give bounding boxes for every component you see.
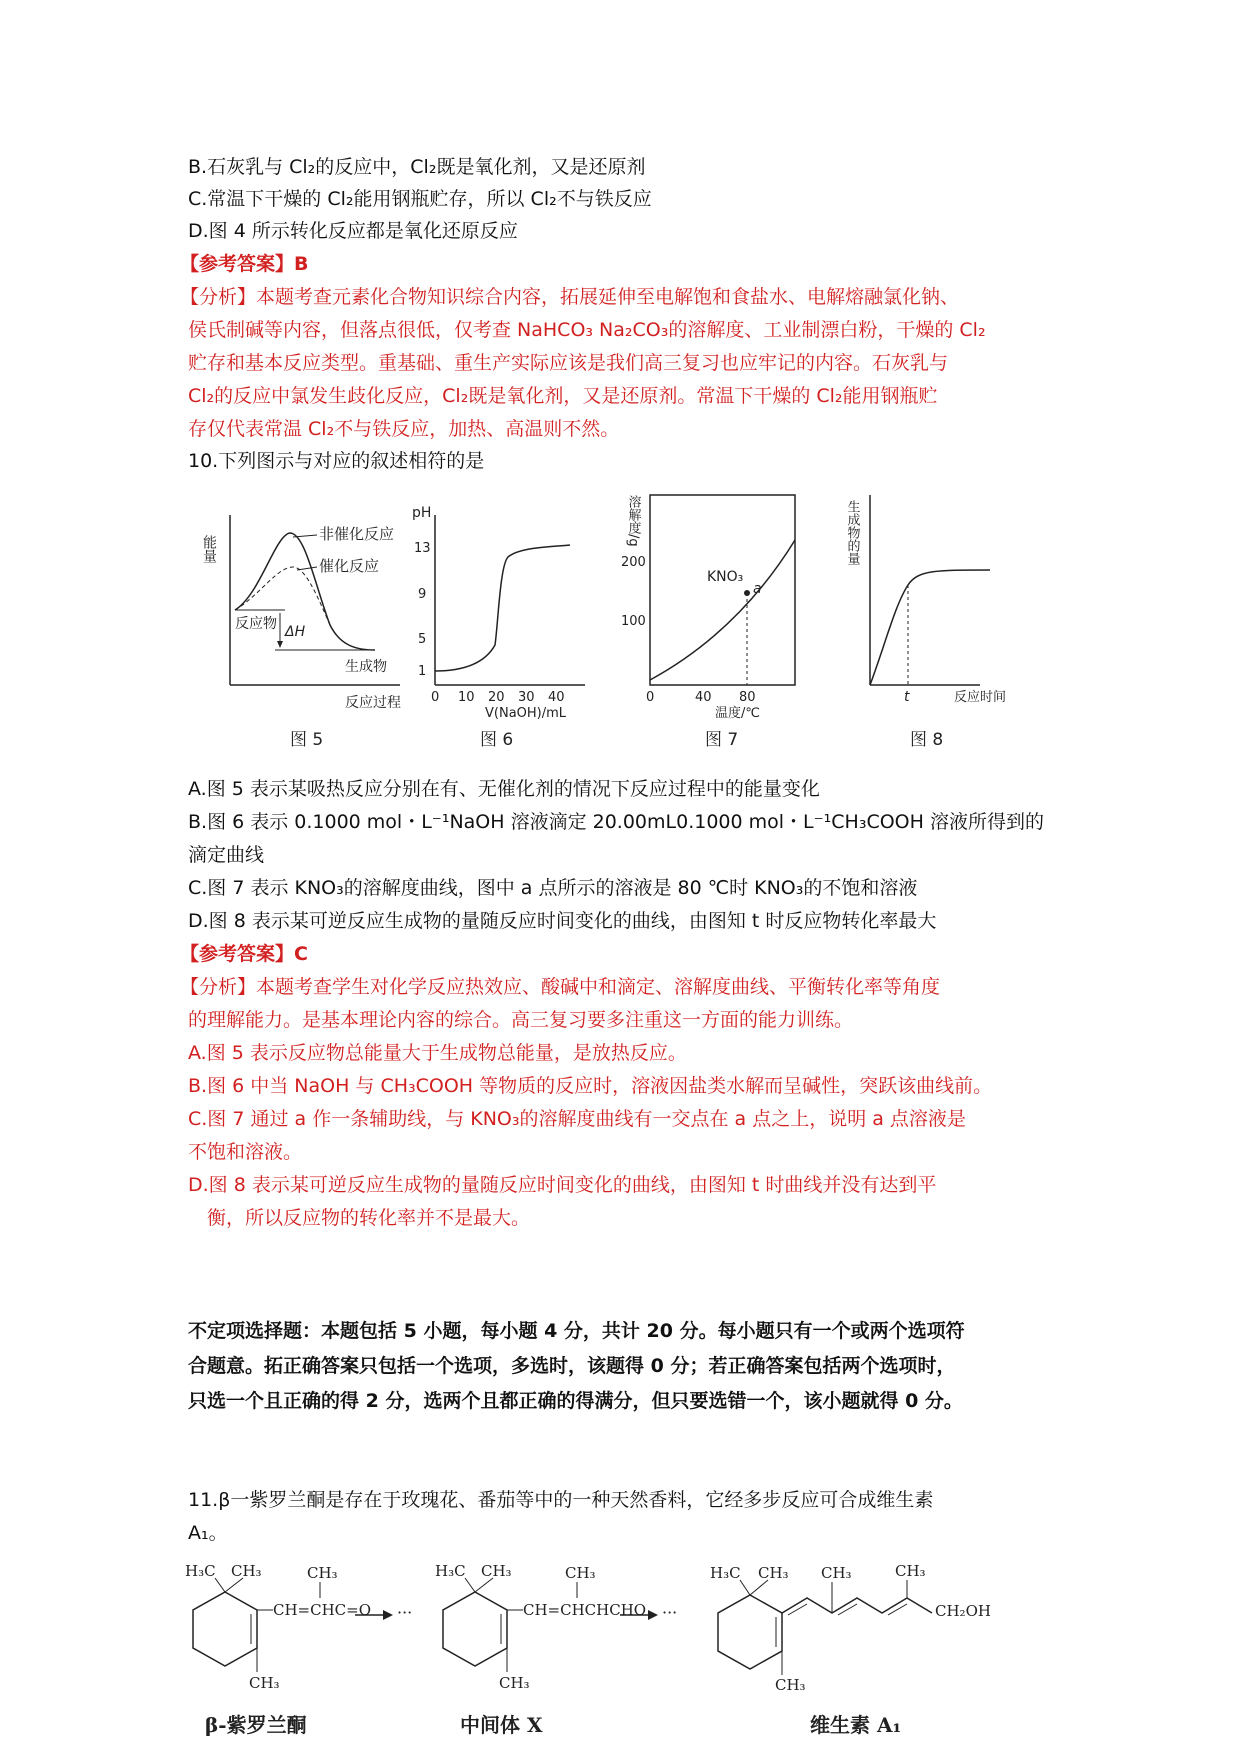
q10-answer: 【参考答案】C xyxy=(180,943,308,965)
q9-analysis-5: 存仅代表常温 Cl₂不与铁反应，加热、高温则不然。 xyxy=(188,418,620,440)
intermediate-ch3-ring: CH₃ xyxy=(499,1674,530,1692)
intermediate-x-label: 中间体 X xyxy=(460,1713,543,1737)
fig7-xtick-40: 40 xyxy=(695,690,712,705)
fig7-xtick-0: 0 xyxy=(646,690,655,705)
figure-7 xyxy=(615,475,815,755)
fig7-xtick-80: 80 xyxy=(739,690,756,705)
fig7-curve-label: KNO₃ xyxy=(707,569,744,585)
intermediate-h3c: H₃C xyxy=(435,1562,466,1580)
vitamin-ch2oh: CH₂OH xyxy=(935,1602,991,1620)
vitamin-a1-label: 维生素 A₁ xyxy=(810,1713,902,1737)
vitamin-a1-structure xyxy=(710,1562,991,1737)
intermediate-x-structure xyxy=(435,1562,646,1737)
q11-stem-2: A₁。 xyxy=(188,1522,228,1544)
q9-analysis-1: 【分析】本题考查元素化合物知识综合内容，拓展延伸至电解饱和食盐水、电解熔融氯化钠、 xyxy=(180,286,960,308)
fig6-xtick-30: 30 xyxy=(518,690,535,705)
fig7-caption: 图 7 xyxy=(705,730,739,750)
arrow2-dots: ··· xyxy=(662,1603,678,1622)
fig7-ytick-200: 200 xyxy=(621,555,646,570)
beta-ionone-ch3-ring: CH₃ xyxy=(249,1674,280,1692)
fig5-reactant-label: 反应物 xyxy=(235,616,277,632)
fig7-xlabel: 温度/℃ xyxy=(715,706,760,721)
beta-ionone-h3c: H₃C xyxy=(185,1562,216,1580)
intermediate-ch3-side: CH₃ xyxy=(565,1564,596,1582)
section-instructions-1: 不定项选择题：本题包括 5 小题，每小题 4 分，共计 20 分。每小题只有一个或两个选项符 xyxy=(188,1320,965,1342)
fig6-ylabel: pH xyxy=(412,505,432,521)
q10-figures xyxy=(185,475,1085,755)
fig5-curve1-label: 非催化反应 xyxy=(319,525,395,543)
intermediate-ch3-top: CH₃ xyxy=(481,1562,512,1580)
q10-analysis-1: 【分析】本题考查学生对化学反应热效应、酸碱中和滴定、溶解度曲线、平衡转化率等角度 xyxy=(180,976,941,998)
q10-analysis-7: D.图 8 表示某可逆反应生成物的量随反应时间变化的曲线，由图知 t 时曲线并没有达到平 xyxy=(188,1174,937,1196)
vitamin-ch3-side2: CH₃ xyxy=(895,1562,926,1580)
figure-6 xyxy=(410,475,600,755)
fig6-xtick-10: 10 xyxy=(458,690,475,705)
q10-analysis-5: C.图 7 通过 a 作一条辅助线，与 KNO₃的溶解度曲线有一交点在 a 点之上，说明 a 点溶液是 xyxy=(188,1108,966,1130)
fig5-caption: 图 5 xyxy=(290,730,324,750)
fig5-xlabel: 反应过程 xyxy=(345,695,401,711)
vitamin-ch3-ring: CH₃ xyxy=(775,1676,806,1694)
figure-8 xyxy=(840,475,1050,755)
q9-analysis-4: Cl₂的反应中氯发生歧化反应，Cl₂既是氧化剂，又是还原剂。常温下干燥的 Cl₂能用钢瓶贮 xyxy=(188,385,938,407)
fig6-xtick-0: 0 xyxy=(431,690,440,705)
q10-option-d: D.图 8 表示某可逆反应生成物的量随反应时间变化的曲线，由图知 t 时反应物转化率最大 xyxy=(188,910,937,932)
vitamin-ch3-side1: CH₃ xyxy=(821,1564,852,1582)
intermediate-chain: CH=CHCHCHO xyxy=(523,1601,647,1619)
q10-analysis-6: 不饱和溶液。 xyxy=(188,1141,303,1163)
fig6-ytick-1: 1 xyxy=(418,664,427,679)
fig6-caption: 图 6 xyxy=(480,730,514,750)
q9-option-b: B.石灰乳与 Cl₂的反应中，Cl₂既是氧化剂，又是还原剂 xyxy=(188,156,646,178)
fig6-xtick-40: 40 xyxy=(548,690,565,705)
fig6-ytick-5: 5 xyxy=(418,632,427,647)
fig6-xlabel: V(NaOH)/mL xyxy=(485,706,567,721)
q11-stem-1: 11.β一紫罗兰酮是存在于玫瑰花、番茄等中的一种天然香料，它经多步反应可合成维生素 xyxy=(188,1489,934,1511)
q10-analysis-4: B.图 6 中当 NaOH 与 CH₃COOH 等物质的反应时，溶液因盐类水解而呈碱性，突跃该曲线前。 xyxy=(188,1075,993,1097)
fig8-t-label: t xyxy=(904,689,910,705)
fig6-ytick-9: 9 xyxy=(418,587,427,602)
fig6-ytick-13: 13 xyxy=(414,541,431,556)
beta-ionone-ch3-side: CH₃ xyxy=(307,1564,338,1582)
q9-analysis-2: 侯氏制碱等内容，但落点很低，仅考查 NaHCO₃ Na₂CO₃的溶解度、工业制漂白粉，干燥的 Cl₂ xyxy=(188,319,986,341)
fig6-xtick-20: 20 xyxy=(488,690,505,705)
fig7-ytick-100: 100 xyxy=(621,614,646,629)
q10-analysis-2: 的理解能力。是基本理论内容的综合。高三复习要多注重这一方面的能力训练。 xyxy=(188,1009,854,1031)
section-instructions-2: 合题意。拓正确答案只包括一个选项，多选时，该题得 0 分；若正确答案包括两个选项时， xyxy=(188,1355,956,1377)
q9-answer: 【参考答案】B xyxy=(180,253,309,275)
q10-analysis-3: A.图 5 表示反应物总能量大于生成物总能量，是放热反应。 xyxy=(188,1042,687,1064)
fig8-xlabel: 反应时间 xyxy=(954,690,1007,705)
fig7-point-a: a xyxy=(753,581,762,597)
q10-option-c: C.图 7 表示 KNO₃的溶解度曲线，图中 a 点所示的溶液是 80 ℃时 KNO₃的不饱和溶液 xyxy=(188,877,918,899)
q9-option-d: D.图 4 所示转化反应都是氧化还原反应 xyxy=(188,220,518,242)
q9-analysis-3: 贮存和基本反应类型。重基础、重生产实际应该是我们高三复习也应牢记的内容。石灰乳与 xyxy=(188,352,949,374)
fig5-product-label: 生成物 xyxy=(345,659,387,675)
fig8-ylabel: 生成物的量 xyxy=(844,500,860,565)
arrow1-dots: ··· xyxy=(397,1603,413,1622)
beta-ionone-label: β-紫罗兰酮 xyxy=(205,1713,307,1737)
vitamin-ch3-top: CH₃ xyxy=(758,1564,789,1582)
q11-reaction-scheme xyxy=(185,1560,1115,1740)
q10-option-a: A.图 5 表示某吸热反应分别在有、无催化剂的情况下反应过程中的能量变化 xyxy=(188,778,820,800)
q9-option-c: C.常温下干燥的 Cl₂能用钢瓶贮存，所以 Cl₂不与铁反应 xyxy=(188,188,652,210)
q10-option-b-line1: B.图 6 表示 0.1000 mol・L⁻¹NaOH 溶液滴定 20.00mL0.1000 mol・L⁻¹CH₃COOH 溶液所得到的 xyxy=(188,811,1044,833)
fig5-curve2-label: 催化反应 xyxy=(319,557,380,575)
q10-analysis-8: 衡，所以反应物的转化率并不是最大。 xyxy=(188,1207,531,1229)
fig5-dh-label: ΔH xyxy=(285,624,306,640)
vitamin-h3c: H₃C xyxy=(710,1564,741,1582)
fig5-ylabel: 能量 xyxy=(201,535,217,563)
figure-5 xyxy=(201,475,405,755)
q10-option-b-line2: 滴定曲线 xyxy=(188,844,265,866)
fig7-ylabel: 溶解度/g xyxy=(625,495,641,547)
fig8-caption: 图 8 xyxy=(910,730,944,750)
beta-ionone-structure xyxy=(185,1562,371,1737)
q10-stem: 10.下列图示与对应的叙述相符的是 xyxy=(188,450,485,472)
beta-ionone-ch3-top: CH₃ xyxy=(231,1562,262,1580)
beta-ionone-chain: CH=CHC=O xyxy=(273,1601,372,1619)
section-instructions-3: 只选一个且正确的得 2 分，选两个且都正确的得满分，但只要选错一个，该小题就得 0 分。 xyxy=(188,1390,963,1412)
